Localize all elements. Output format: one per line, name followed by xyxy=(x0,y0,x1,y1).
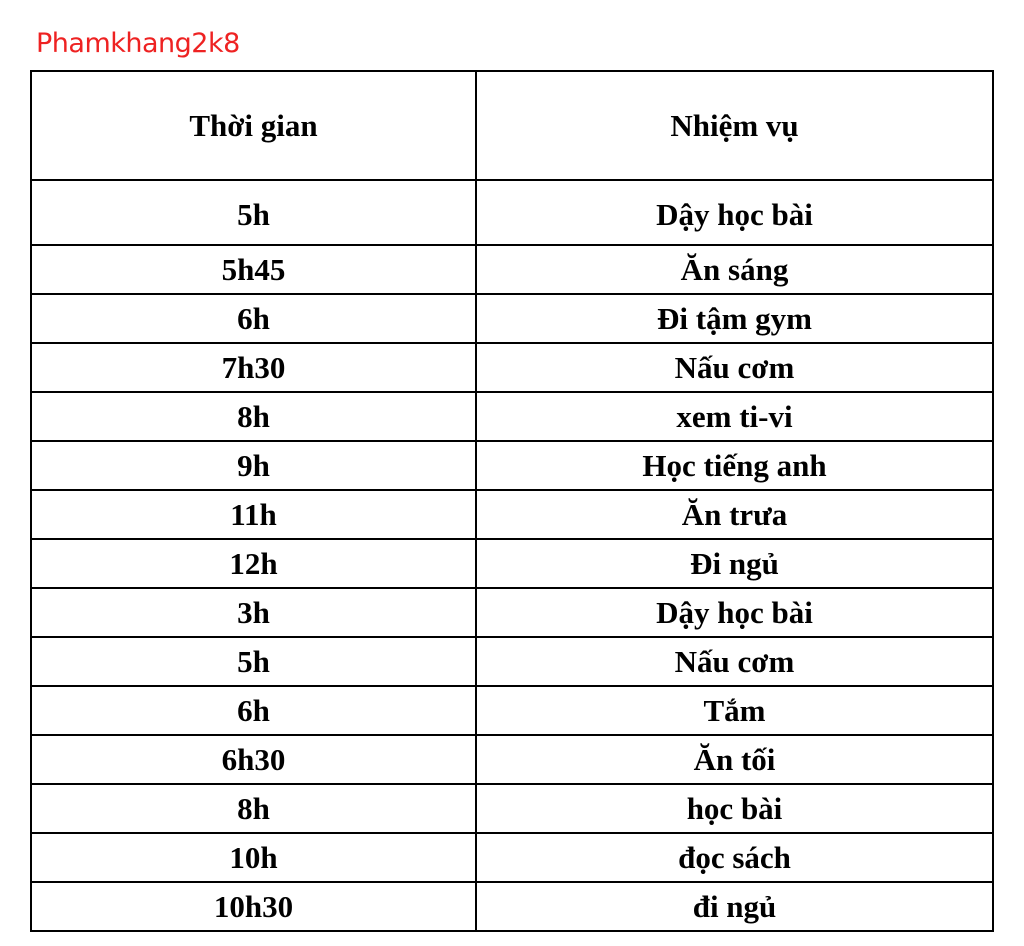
author-label: Phamkhang2k8 xyxy=(36,28,240,59)
time-cell: 5h45 xyxy=(31,245,476,294)
time-cell: 6h xyxy=(31,686,476,735)
table-row xyxy=(31,784,993,833)
task-cell: Dậy học bài xyxy=(476,588,993,637)
task-cell: Đi tậm gym xyxy=(476,294,993,343)
time-cell: 7h30 xyxy=(31,343,476,392)
table-row xyxy=(31,343,993,392)
time-cell: 8h xyxy=(31,784,476,833)
table-row xyxy=(31,833,993,882)
task-cell: Nấu cơm xyxy=(476,343,993,392)
time-cell: 10h xyxy=(31,833,476,882)
table-row xyxy=(31,686,993,735)
table-row xyxy=(31,882,993,931)
task-cell: Ăn sáng xyxy=(476,245,993,294)
table-row xyxy=(31,245,993,294)
table-row xyxy=(31,735,993,784)
task-cell: đọc sách xyxy=(476,833,993,882)
table-row xyxy=(31,588,993,637)
task-cell: Học tiếng anh xyxy=(476,441,993,490)
time-cell: 6h xyxy=(31,294,476,343)
table-row xyxy=(31,490,993,539)
time-column-header: Thời gian xyxy=(31,71,476,180)
table-row xyxy=(31,441,993,490)
time-cell: 11h xyxy=(31,490,476,539)
time-cell: 9h xyxy=(31,441,476,490)
schedule-table xyxy=(30,70,994,932)
task-cell: xem ti-vi xyxy=(476,392,993,441)
task-cell: đi ngủ xyxy=(476,882,993,931)
task-column-header: Nhiệm vụ xyxy=(476,71,993,180)
table-row xyxy=(31,294,993,343)
table-row xyxy=(31,637,993,686)
table-row xyxy=(31,539,993,588)
table-row xyxy=(31,180,993,245)
time-cell: 5h xyxy=(31,637,476,686)
time-cell: 12h xyxy=(31,539,476,588)
time-cell: 5h xyxy=(31,180,476,245)
header-row xyxy=(31,71,993,180)
time-cell: 6h30 xyxy=(31,735,476,784)
task-cell: Tắm xyxy=(476,686,993,735)
task-cell: Ăn tối xyxy=(476,735,993,784)
time-cell: 3h xyxy=(31,588,476,637)
table-row xyxy=(31,392,993,441)
task-cell: Nấu cơm xyxy=(476,637,993,686)
task-cell: học bài xyxy=(476,784,993,833)
task-cell: Dậy học bài xyxy=(476,180,993,245)
task-cell: Đi ngủ xyxy=(476,539,993,588)
time-cell: 10h30 xyxy=(31,882,476,931)
task-cell: Ăn trưa xyxy=(476,490,993,539)
time-cell: 8h xyxy=(31,392,476,441)
